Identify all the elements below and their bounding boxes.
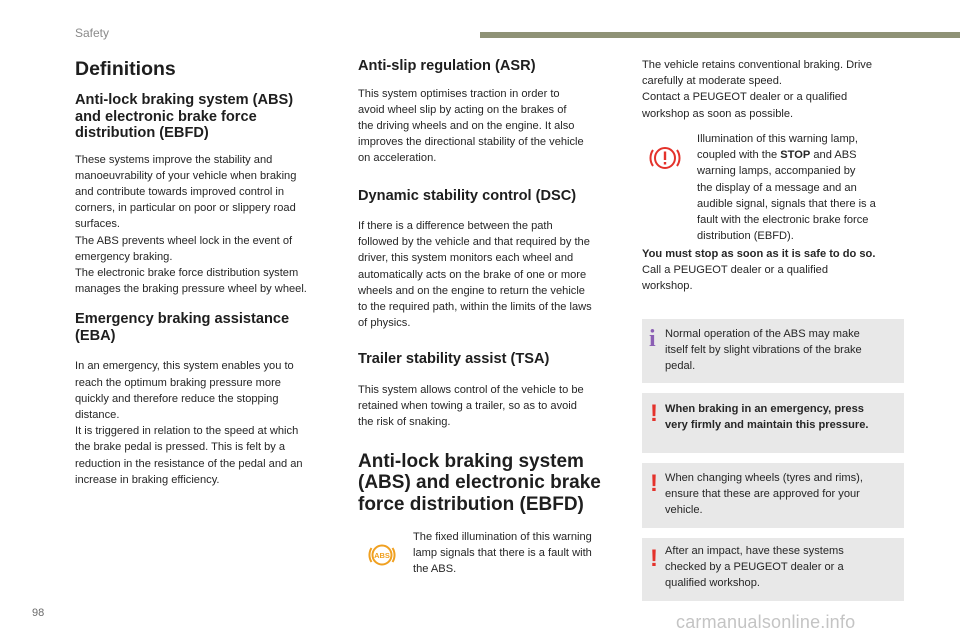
svg-text:ABS: ABS xyxy=(374,551,390,560)
warning-box-after-impact xyxy=(642,538,904,601)
warning-box-changing-wheels xyxy=(642,463,904,528)
abs-warning-lamp-icon xyxy=(367,540,397,570)
warning-box-text: When braking in an emergency, press very firmly and maintain this pressure. xyxy=(665,403,869,432)
info-icon: i xyxy=(649,326,656,352)
tsa-heading: Trailer stability assist (TSA) xyxy=(358,351,550,368)
asr-heading: Anti-slip regulation (ASR) xyxy=(358,58,536,74)
tsa-text: This system allows control of the vehicle to be retained when towing a trailer, so as to avoid the risk of snaking. xyxy=(358,383,584,429)
warning-box-text: When changing wheels (tyres and rims), ensure that these are approved for your vehicle. xyxy=(665,472,863,517)
header-accent-bar xyxy=(480,32,960,38)
abs-ebfd-heading: Anti-lock braking system (ABS) and electronic brake force distribution (EBFD) xyxy=(75,92,294,141)
warning-box-emergency-braking xyxy=(642,393,904,453)
abs-ebfd-big-heading: Anti-lock braking system (ABS) and electronic brake force distribution (EBFD) xyxy=(358,450,601,515)
watermark: carmanualsonline.info xyxy=(676,612,856,632)
column-left xyxy=(75,56,337,488)
call-dealer-text: Call a PEUGEOT dealer or a qualified workshop. xyxy=(642,264,829,293)
brake-warning-lamp-icon xyxy=(647,143,683,173)
info-box-abs-vibrations xyxy=(642,319,904,383)
section-tab: Safety xyxy=(75,26,110,40)
warning-exclamation-icon: ! xyxy=(650,545,658,572)
abs-ebfd-text: These systems improve the stability and manoeuvrability of your vehicle when braking and contribute towards improved control in corners, in particular on poor or slippery road surfaces. The ABS prevents wheel lock in the event of emergency braking. The electronic brake force distribution system manages the braking pressure wheel by wheel. xyxy=(75,153,307,296)
dsc-heading: Dynamic stability control (DSC) xyxy=(358,187,577,204)
info-box-text: Normal operation of the ABS may make itself felt by slight vibrations of the brake pedal. xyxy=(665,328,862,373)
asr-text: This system optimises traction in order to avoid wheel slip by acting on the brakes of the driving wheels and on the engine. It also improves the directional stability of the vehicle on acceleration. xyxy=(358,87,584,165)
stop-warning-text: You must stop as soon as it is safe to do so. xyxy=(642,248,876,260)
warning-exclamation-icon: ! xyxy=(650,400,658,427)
page-number: 98 xyxy=(32,607,45,619)
eba-text: In an emergency, this system enables you to reach the optimum braking pressure more quickly and therefore reduce the stopping distance. It is triggered in relation to the speed at which the brake pedal is pressed. This is felt by a reduction in the resistance of the pedal and an increase in braking efficiency. xyxy=(75,360,303,486)
warning-exclamation-icon: ! xyxy=(650,470,658,497)
page-title: Definitions xyxy=(75,58,176,80)
column-middle xyxy=(358,56,620,515)
brake-lamp-text: Illumination of this warning lamp, coupled with the STOP and ABS warning lamps, accompanied by the display of a message and an audible signal, signals that there is a fault with the electronic brake force distribution (EBFD). xyxy=(697,133,876,243)
conventional-braking-text: The vehicle retains conventional braking. Drive carefully at moderate speed. Contact a PEUGEOT dealer or a qualified workshop as soon as possible. xyxy=(642,59,873,120)
eba-heading: Emergency braking assistance (EBA) xyxy=(75,311,290,344)
warning-box-text: After an impact, have these systems checked by a PEUGEOT dealer or a qualified workshop. xyxy=(665,545,844,590)
abs-lamp-text: The fixed illumination of this warning lamp signals that there is a fault with the ABS. xyxy=(413,531,592,576)
dsc-text: If there is a difference between the path followed by the vehicle and that required by the driver, this system monitors each wheel and automatically acts on the brake of one or more wheels and on the engine to return the vehicle to the required path, within the limits of the laws of physics. xyxy=(358,220,592,330)
